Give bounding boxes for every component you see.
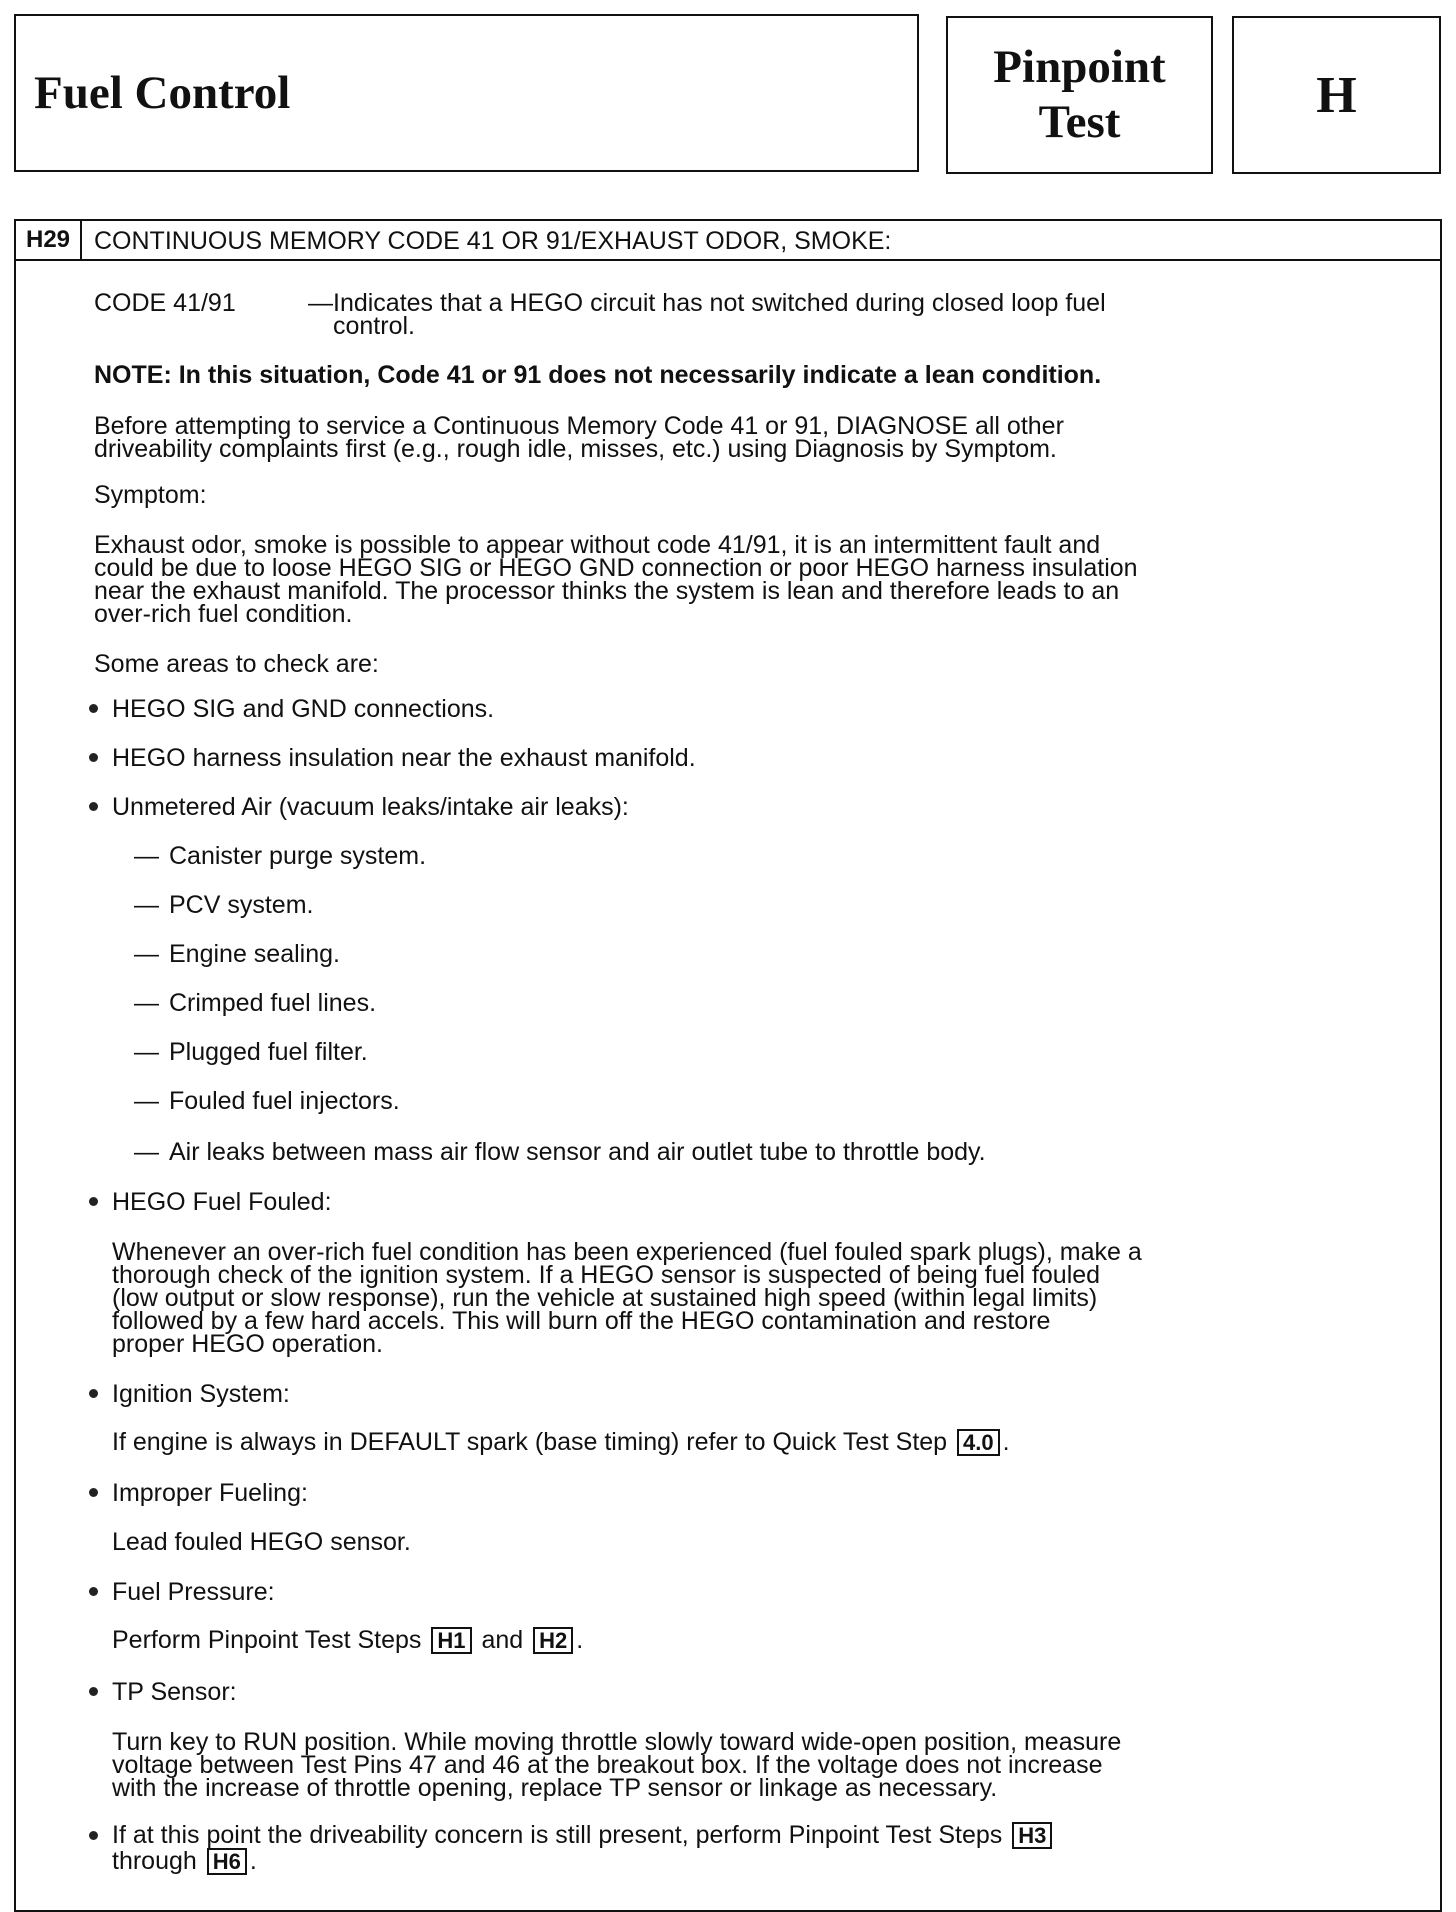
bullet-icon <box>89 1687 98 1696</box>
symptom-label: Symptom: <box>94 481 207 509</box>
fueling-text: Lead fouled HEGO sensor. <box>112 1528 411 1556</box>
ignition-instruction: If engine is always in DEFAULT spark (base timing) refer to Quick Test Step <box>112 1428 948 1456</box>
test-step-ref-h6[interactable]: H6 <box>207 1848 247 1875</box>
step-title: CONTINUOUS MEMORY CODE 41 OR 91/EXHAUST ODOR, SMOKE: <box>94 227 892 255</box>
fouled-text-line: Whenever an over-rich fuel condition has been experienced (fuel fouled spark plugs), make a <box>112 1238 1142 1266</box>
sub-item: Engine sealing. <box>169 940 340 968</box>
bullet-icon <box>89 802 98 811</box>
bullet-icon <box>89 1587 98 1596</box>
symptom-text-line: near the exhaust manifold. The processor thinks the system is lean and therefore leads to an <box>94 577 1120 605</box>
step-panel <box>14 219 1442 1912</box>
before-text-line: driveability complaints first (e.g., rough idle, misses, etc.) using Diagnosis by Symptom. <box>94 435 1057 463</box>
pressure-end: . <box>576 1626 584 1654</box>
sub-item: Crimped fuel lines. <box>169 989 377 1017</box>
pressure-instruction: Perform Pinpoint Test Steps <box>112 1626 422 1654</box>
test-step-ref-h2[interactable]: H2 <box>533 1627 573 1654</box>
dash-marker: — <box>134 1138 159 1166</box>
bullet-icon <box>89 1831 98 1840</box>
fouled-text-line: thorough check of the ignition system. If a HEGO sensor is suspected of being fuel fouled <box>112 1261 1101 1289</box>
final-text-line <box>112 1822 1055 1849</box>
dash-marker: — <box>134 940 159 968</box>
sub-item: Air leaks between mass air flow sensor and air outlet tube to throttle body. <box>169 1138 986 1166</box>
tp-text-line: voltage between Test Pins 47 and 46 at the breakout box. If the voltage does not increase <box>112 1751 1103 1779</box>
dash-marker: — <box>134 1038 159 1066</box>
dash-marker: — <box>134 1087 159 1115</box>
pinpoint-label-line2: Test <box>1038 96 1121 148</box>
section-title: Fuel Control <box>34 67 291 119</box>
final-through: through <box>112 1847 197 1875</box>
sub-item: Plugged fuel filter. <box>169 1038 368 1066</box>
test-step-ref-h1[interactable]: H1 <box>431 1627 471 1654</box>
quick-test-step-ref[interactable]: 4.0 <box>957 1429 1000 1456</box>
pinpoint-label-line1: Pinpoint <box>993 41 1166 94</box>
sub-item: Canister purge system. <box>169 842 427 870</box>
code-dash: — <box>308 289 333 317</box>
tp-text-line: Turn key to RUN position. While moving throttle slowly toward wide-open position, measure <box>112 1728 1122 1756</box>
code-description-line: Indicates that a HEGO circuit has not switched during closed loop fuel <box>333 289 1106 317</box>
fouled-text-line: (low output or slow response), run the vehicle at sustained high speed (within legal limits) <box>112 1284 1098 1312</box>
section-title-box <box>14 14 919 172</box>
bullet-item: HEGO harness insulation near the exhaust manifold. <box>112 744 696 772</box>
final-end: . <box>249 1847 257 1875</box>
symptom-text-line: could be due to loose HEGO SIG or HEGO GND connection or poor HEGO harness insulation <box>94 554 1138 582</box>
pressure-text <box>112 1627 583 1654</box>
sub-item: Fouled fuel injectors. <box>169 1087 400 1115</box>
fouled-text-line: followed by a few hard accels. This will burn off the HEGO contamination and restore <box>112 1307 1051 1335</box>
code-label: CODE 41/91 <box>94 289 236 317</box>
bullet-icon <box>89 1389 98 1398</box>
tp-text-line: with the increase of throttle opening, replace TP sensor or linkage as necessary. <box>112 1774 998 1802</box>
test-step-ref-h3[interactable]: H3 <box>1012 1822 1052 1849</box>
dash-marker: — <box>134 842 159 870</box>
pressure-and: and <box>481 1626 524 1654</box>
before-text-line: Before attempting to service a Continuous Memory Code 41 or 91, DIAGNOSE all other <box>94 412 1064 440</box>
test-letter-box <box>1232 16 1441 174</box>
final-instruction: If at this point the driveability concern is still present, perform Pinpoint Test Steps <box>112 1821 1003 1849</box>
bullet-icon <box>89 753 98 762</box>
bullet-icon <box>89 1197 98 1206</box>
dash-marker: — <box>134 989 159 1017</box>
bullet-item: Ignition System: <box>112 1380 290 1408</box>
bullet-item: HEGO SIG and GND connections. <box>112 695 495 723</box>
dash-marker: — <box>134 891 159 919</box>
bullet-item: Fuel Pressure: <box>112 1578 275 1606</box>
step-id: H29 <box>16 221 82 259</box>
sub-item: PCV system. <box>169 891 314 919</box>
test-letter: H <box>1316 66 1357 124</box>
pinpoint-test-box <box>946 16 1213 174</box>
symptom-text-line: Exhaust odor, smoke is possible to appear without code 41/91, it is an intermittent fault and <box>94 531 1101 559</box>
ignition-text <box>112 1429 1010 1456</box>
symptom-text-line: over-rich fuel condition. <box>94 600 353 628</box>
fouled-text-line: proper HEGO operation. <box>112 1330 383 1358</box>
bullet-item: Unmetered Air (vacuum leaks/intake air leaks): <box>112 793 629 821</box>
ignition-end: . <box>1002 1428 1010 1456</box>
note-text: NOTE: In this situation, Code 41 or 91 does not necessarily indicate a lean condition. <box>94 361 1102 389</box>
bullet-icon <box>89 1488 98 1497</box>
check-intro: Some areas to check are: <box>94 650 379 678</box>
final-text-line <box>112 1848 257 1875</box>
step-header <box>16 221 1440 261</box>
bullet-item: HEGO Fuel Fouled: <box>112 1188 332 1216</box>
bullet-icon <box>89 704 98 713</box>
bullet-item: TP Sensor: <box>112 1678 237 1706</box>
code-description-line: control. <box>333 312 415 340</box>
bullet-item: Improper Fueling: <box>112 1479 308 1507</box>
